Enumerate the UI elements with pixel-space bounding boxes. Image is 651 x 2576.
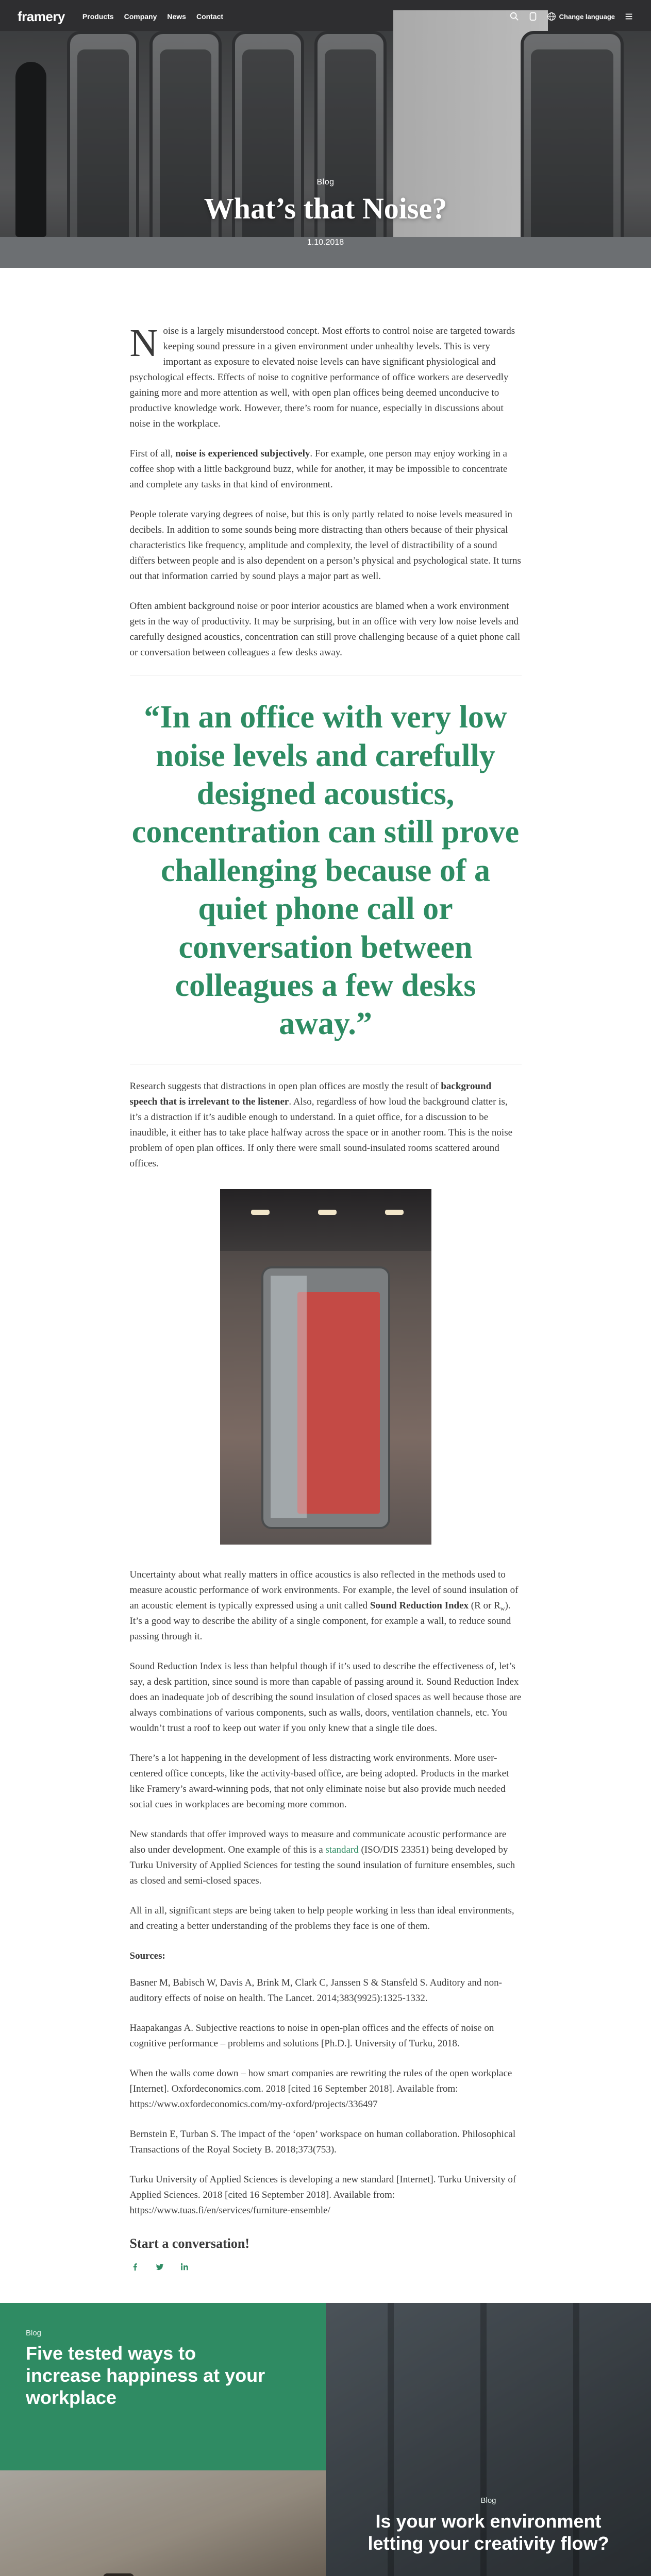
nav-links (82, 12, 223, 21)
related-card-happiness-workplace[interactable] (0, 2303, 326, 2470)
top-navigation (0, 0, 651, 33)
emphasis: background speech that is irrelevant to the listener (129, 1080, 492, 1107)
search-icon[interactable] (510, 12, 519, 21)
source-item: Bernstein E, Turban S. The impact of the ‘open’ workspace on human collaboration. Philosophical Transactions of the Royal Society B. 2018;373(753). (129, 2129, 516, 2156)
source-item: When the walls come down – how smart companies are rewriting the rules of the open workplace [Internet]. Oxfordeconomics.com. 2018 [cited 16 September 2018]. Available from: https://www.oxfordeconomics.com/my-oxford/projects/336497 (129, 2068, 512, 2110)
pull-quote: “In an office with very low noise levels and carefully designed acoustics, concentration can still prove challenging because of a quiet phone call or conversation between colleagues a few desks away.” (131, 700, 520, 1042)
card-category: Blog (480, 2496, 496, 2505)
nav-link-company[interactable]: Company (124, 12, 157, 21)
pod-icon[interactable] (528, 12, 538, 21)
source-item: Turku University of Applied Sciences is developing a new standard [Internet]. Turku University of Applied Sciences. 2018 [cited 16 September 2018]. Available from: https://www.tuas.fi/en/services/furniture-ensemble/ (129, 2174, 516, 2216)
text: New standards that offer improved ways to measure and communicate acoustic performance are also under development. One example of this is a (129, 1829, 507, 1856)
nav-utilities (510, 12, 633, 21)
subscript: w (500, 1604, 505, 1612)
paragraph: Often ambient background noise or poor interior acoustics are blamed when a work environment gets in the way of productivity. It may be surprising, but in an office with very low noise levels and carefully designed acoustics, concentration can still prove challenging because of a quiet phone call or conversation between colleagues a few desks away. (129, 601, 521, 658)
facebook-icon[interactable] (130, 2262, 140, 2272)
intro-text: oise is a largely misunderstood concept. Most efforts to control noise are targeted towards keeping sound pressure in a given environment under unhealthy levels. This is very important as exposure to elevated noise levels can have significant physiological and psychological effects. Effects of noise to cognitive performance of office workers are deservedly gaining more and more attention as well, with open plan offices being deemed unconducive to productive knowledge work. However, there’s room for nuance, especially in discussions about noise in the workplace. (129, 326, 515, 430)
sources-list (130, 1975, 522, 2218)
hero-section (0, 0, 651, 268)
paragraph (130, 1827, 522, 1889)
related-card-what-is-happiness[interactable] (0, 2470, 326, 2576)
share-buttons (130, 2262, 522, 2272)
photo-lamp (251, 1210, 270, 1215)
paragraph: There’s a lot happening in the development of less distracting work environments. More user-centered office concepts, like the activity-based office, are being adopted. Products in the market like Framery’s award-winning pods, that not only eliminate noise but also provide much needed social cues in workplaces are becoming more common. (129, 1753, 509, 1810)
paragraph (130, 1567, 522, 1645)
framery-logo[interactable]: framery (18, 8, 65, 24)
paragraph (130, 446, 522, 493)
text: ). It’s a good way to describe the ability of a single component, for example a wall, to reduce sound passing through it. (129, 1600, 511, 1642)
intro-paragraph (129, 321, 522, 432)
framery-pod-photo (220, 1189, 431, 1545)
emphasis: noise is experienced subjectively (175, 448, 310, 460)
publish-date: 1.10.2018 (307, 238, 344, 247)
article-body-continued (130, 1064, 522, 1172)
globe-icon (547, 12, 556, 21)
hero-category[interactable]: Blog (316, 178, 335, 187)
source-item: Haapakangas A. Subjective reactions to noise in open-plan offices and the effects of noise on cognitive performance – problems and solutions [Ph.D.]. University of Turku, 2018. (129, 2023, 494, 2049)
twitter-icon[interactable] (155, 2262, 165, 2272)
hero-heading-block (0, 178, 651, 247)
article-body-end (130, 1567, 522, 2272)
article-body (130, 268, 522, 675)
photo-lamp (318, 1210, 337, 1215)
source-item: Basner M, Babisch W, Davis A, Brink M, Clark C, Janssen S & Stansfeld S. Auditory and non-auditory effects of noise on health. The Lancet. 2014;383(9925):1325-1332. (129, 1977, 503, 2004)
linkedin-icon[interactable] (179, 2262, 190, 2272)
card-overlay (0, 2470, 326, 2576)
sources-heading: Sources: (129, 1951, 165, 1962)
card-title: Five tested ways to increase happiness at your workplace (26, 2342, 265, 2408)
page-title: What’s that Noise? (204, 192, 447, 225)
language-label: Change language (559, 12, 615, 21)
nav-link-products[interactable]: Products (82, 12, 114, 21)
paragraph: Sound Reduction Index is less than helpful though if it’s used to describe the effectiveness of, let’s say, a desk partition, since sound is more than capable of passing around it. Sound Reduction Index does an inadequate job of describing the sound insulation of closed spaces as well because those are always combinations of various components, such as walls, doors, ventilation channels, etc. You wouldn’t trust a roof to keep out water if you only knew that a single tile does. (129, 1660, 522, 1734)
photo-booth-glass (271, 1276, 307, 1518)
related-card-creativity[interactable] (326, 2303, 651, 2576)
standard-link[interactable]: standard (325, 1844, 359, 1856)
text: Uncertainty about what really matters in office acoustics is also reflected in the methods used to measure acoustic performance of work environments. For example, the level of sound insulation of an acoustic element is typically expressed using a unit called (129, 1569, 519, 1611)
text: (ISO/DIS 23351) being developed by Turku University of Applied Sciences for testing the sound insulation of furniture ensembles, such as closed and semi-closed spaces. (129, 1844, 515, 1887)
language-selector[interactable] (547, 12, 615, 21)
nav-link-news[interactable]: News (167, 12, 186, 21)
conversation-heading: Start a conversation! (129, 2236, 250, 2251)
related-posts (0, 2303, 651, 2576)
text: Research suggests that distractions in open plan offices are mostly the result of (129, 1080, 441, 1092)
photo-booth-interior (297, 1292, 380, 1514)
nav-link-contact[interactable]: Contact (196, 12, 224, 21)
paragraph (130, 1079, 522, 1172)
photo-lamp (385, 1210, 404, 1215)
drop-cap: N (129, 321, 158, 365)
paragraph: All in all, significant steps are being taken to help people working in less than ideal environments, and creating a better understanding of the problems they face is one of them. (129, 1905, 514, 1932)
text: First of all, (129, 448, 176, 460)
paragraph: People tolerate varying degrees of noise, but this is only partly related to noise levels measured in decibels. In addition to some sounds being more distracting than others because of their physical characteristics like frequency, amplitude and complexity, the level of distractibility of a sound differs between people and is also dependent on a person’s physical and psychological state. It turns out that information carried by sound plays a major part as well. (129, 509, 521, 582)
card-title: Is your work environment letting your creativity flow? (368, 2510, 609, 2554)
text: . Also, regardless of how loud the background clatter is, it’s a distraction if it’s audible enough to understand. In a quiet office, for a discussion to be inaudible, it either has to take place halfway across the space or in another room. This is the noise problem of open plan offices. If only there were small sound-insulated rooms scattered around offices. (129, 1096, 513, 1169)
card-category: Blog (26, 2328, 42, 2337)
emphasis: Sound Reduction Index (370, 1600, 469, 1611)
text: (R or R (469, 1600, 500, 1611)
menu-icon[interactable] (624, 12, 633, 21)
photo-ceiling (220, 1189, 431, 1251)
text: . For example, one person may enjoy working in a coffee shop with a little background buzz, while for another, it may be impossible to concentrate and complete any tasks in that kind of environment. (129, 448, 508, 490)
